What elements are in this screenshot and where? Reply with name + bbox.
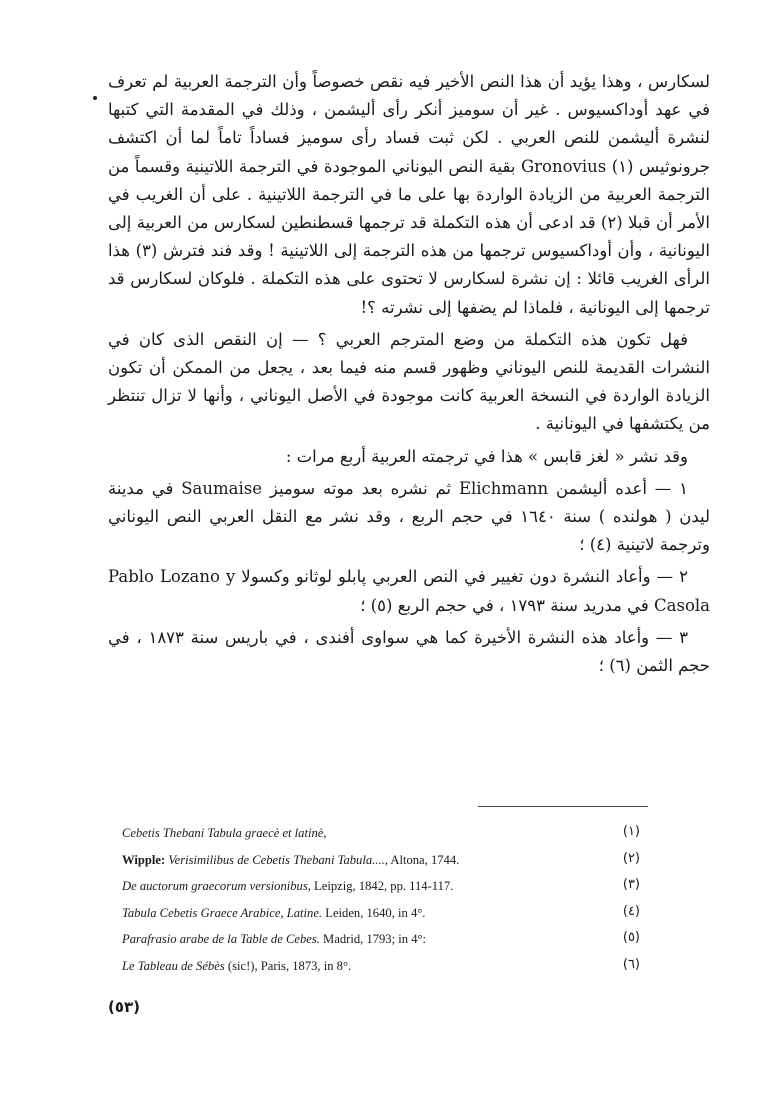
footnote-number: (٢) — [622, 850, 640, 866]
footnote-number: (١) — [622, 824, 640, 839]
footnote-text: Parafrasio arabe de la Table de Cebes. Madrid, 1793; in 4°: — [122, 932, 427, 947]
footnote — [108, 955, 640, 982]
list-item-3: ٣ — وأعاد هذه النشرة الأخيرة كما هي سواوى أفندى ، في باريس سنة ١٨٧٣ ، في حجم الثمن (٦) ؛ — [108, 627, 710, 676]
paragraph-1: لسكارس ، وهذا يؤيد أن هذا النص الأخير فيه نقص خصوصاً وأن الترجمة العربية لم تعرف في عهد أوداكسيوس . غير أن سوميز أنكر رأى أليشمن ، وذلك في المقدمة التي كتبها لنشرة أليشمن للنص العربي . لكن ثبت فساد رأى سوميز فساداً تاماً لما أن اكتشف جرونوثيس (١) Gronovius بقية النص اليوناني الموجودة في الترجمة اللاتينية وقسماً من الترجمة العربية من الزيادة الواردة بها على ما في الترجمة اللاتينية . على أن الغريب في الأمر أن قبلا (٢) قد ادعى أن هذه التكملة قد ترجمها قسطنطين لسكارس من العربية إلى اليونانية ، وأن أوداكسيوس ترجمها من هذه الترجمة إلى اللاتينية ! وقد فند فترش (٣) هذا الرأى الغريب قائلا : إن نشرة لسكارس لا تحتوى على هذه التكملة . فلوكان لسكارس قد ترجمها إلى اليونانية ، فلماذا لم يضفها إلى نشرته ؟! — [108, 72, 710, 317]
stray-mark — [93, 96, 97, 100]
footnote-text: De auctorum graecorum versionibus, Leipzig, 1842, pp. 114-117. — [122, 879, 454, 894]
footnote — [108, 849, 640, 876]
main-text — [108, 68, 710, 680]
footnote-number: (٣) — [622, 877, 640, 893]
paragraph-3: وقد نشر « لغز قابس » هذا في ترجمته العربية أربع مرات : — [285, 446, 688, 466]
footnote-text: Wipple: Verisimilibus de Cebetis Thebani Tabula...., Altona, 1744. — [122, 852, 460, 867]
footnote-text: Cebetis Thebani Tabula graecè et latinè, — [122, 826, 327, 840]
footnote-text: Le Tableau de Sébès (sic!), Paris, 1873, in 8°. — [122, 958, 352, 973]
list-item-1: ١ — أعده أليشمن Elichmann ثم نشره بعد موته سوميز Saumaise في مدينة ليدن ( هولنده ) سنة ١٦٤٠ في حجم الربع ، وقد نشر مع النقل العربي النص اليوناني وترجمة لاتينية (٤) ؛ — [108, 478, 710, 555]
footnote-rule — [478, 806, 648, 807]
footnote — [108, 928, 640, 955]
footnote-number: (٤) — [622, 903, 640, 919]
footnote — [108, 822, 640, 849]
list-item-2: ٢ — وأعاد النشرة دون تغيير في النص العربي پابلو لوثانو وكسولا Pablo Lozano y Casola في مدريد سنة ١٧٩٣ ، في حجم الربع (٥) ؛ — [108, 567, 710, 615]
footnotes — [108, 822, 640, 982]
footnote-number: (٦) — [622, 956, 640, 972]
paragraph-2: فهل تكون هذه التكملة من وضع المترجم العربي ؟ — إن النقص الذى كان في النشرات القديمة للنص اليوناني وظهور قسم منه فيما بعد ، يجعل من الممكن أن تكون الزيادة الواردة في النسخة العربية كانت موجودة في الأصل اليوناني ، وأنها لا تزال تنتظر من يكتشفها في اليونانية . — [108, 329, 710, 434]
footnote — [108, 902, 640, 929]
footnote-text: Tabula Cebetis Graece Arabice, Latine. Leiden, 1640, in 4°. — [122, 905, 426, 920]
page-number: (٥٣) — [108, 998, 141, 1016]
footnote — [108, 875, 640, 902]
footnote-number: (٥) — [622, 930, 640, 946]
